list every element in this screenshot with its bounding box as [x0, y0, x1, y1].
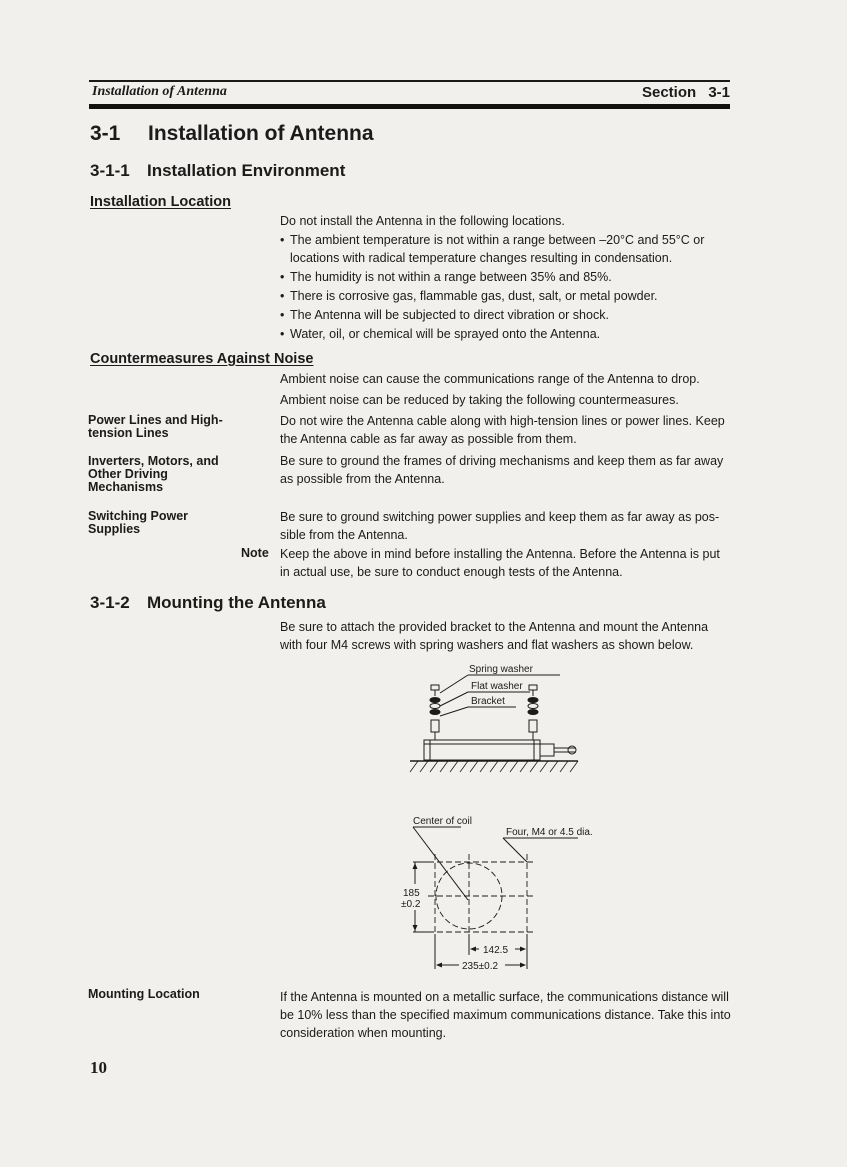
subsection-number: 3-1-1: [90, 161, 130, 180]
section-number: 3-1: [90, 122, 121, 145]
mounting-location-label: Mounting Location: [88, 987, 200, 1001]
right-screw-stack: [528, 685, 538, 740]
mounting-diagram: [400, 658, 600, 778]
leader-line: [440, 675, 468, 693]
installation-location-list: [280, 231, 732, 343]
note-text: Keep the above in mind before installing the Antenna. Before the Antenna is put in actual use, be sure to conduct enough tests of the Antenna.: [280, 547, 720, 579]
subsection-title: Mounting the Antenna: [147, 593, 326, 612]
label-width-235: 235±0.2: [462, 961, 499, 972]
running-header-section: Section 3-1: [641, 84, 730, 101]
label-height: 185: [403, 888, 420, 899]
header-rule-bottom: [89, 104, 730, 109]
noise-intro-line-1: Ambient noise can cause the communications range of the Antenna to drop.: [280, 372, 700, 386]
label-height-tolerance: ±0.2: [401, 899, 421, 910]
subsection-heading-mounting: [90, 593, 326, 613]
leader-line: [503, 838, 527, 862]
antenna-body: [424, 740, 540, 760]
noise-item-label: Inverters, Motors, and Other Driving Mechanisms: [88, 454, 219, 494]
left-screw-stack: [430, 685, 440, 740]
noise-item-text: Be sure to ground switching power supplies and keep them as far away as pos-sible from the Antenna.: [280, 510, 720, 542]
installation-location-body: [280, 212, 732, 343]
noise-item-label: Switching Power Supplies: [88, 509, 189, 536]
list-item: • The ambient temperature is not within a range between –20°C and 55°C or locations with radical temperature changes resulting in condensation.: [280, 231, 732, 267]
section-title: Installation of Antenna: [148, 122, 374, 145]
list-item: • There is corrosive gas, flammable gas, dust, salt, or metal powder.: [280, 287, 732, 305]
noise-heading: Countermeasures Against Noise: [90, 351, 314, 367]
leader-line: [440, 707, 468, 716]
noise-item-label: Power Lines and High-tension Lines: [88, 413, 223, 440]
noise-intro: [280, 370, 732, 409]
mounting-location-text: If the Antenna is mounted on a metallic surface, the communications distance will be 10% less than the specified maximum communications distance. Take this into consideration when mounting.: [280, 990, 731, 1040]
leader-line: [440, 692, 468, 706]
note-label: Note: [241, 546, 269, 560]
label-spring-washer: Spring washer: [469, 664, 533, 675]
list-item: • Water, oil, or chemical will be sprayed onto the Antenna.: [280, 325, 732, 343]
hole-dimension-diagram: [393, 812, 613, 977]
noise-intro-line-2: Ambient noise can be reduced by taking the following countermeasures.: [280, 393, 679, 407]
label-center-of-coil: Center of coil: [413, 816, 472, 827]
subsection-title: Installation Environment: [147, 161, 346, 180]
label-hole-spec: Four, M4 or 4.5 dia.: [506, 827, 593, 838]
list-item: • The humidity is not within a range between 35% and 85%.: [280, 268, 732, 286]
noise-item-text: Do not wire the Antenna cable along with high-tension lines or power lines. Keep the Antenna cable as far away as possible from them.: [280, 414, 725, 446]
label-bracket: Bracket: [471, 696, 505, 707]
surface-hatching: [410, 761, 578, 772]
page-number: 10: [90, 1058, 107, 1077]
hole-rectangle: [428, 854, 535, 940]
running-header-title: Installation of Antenna: [92, 84, 227, 99]
noise-item-text: Be sure to ground the frames of driving mechanisms and keep them as far away as possible from the Antenna.: [280, 454, 724, 486]
installation-location-heading: Installation Location: [90, 194, 231, 210]
header-rule-top: [89, 80, 730, 82]
label-width-142-5: 142.5: [483, 945, 509, 956]
connector: [540, 744, 554, 756]
leader-line: [413, 827, 468, 900]
mounting-intro: Be sure to attach the provided bracket to the Antenna and mount the Antenna with four M4 screws with spring washers and flat washers as shown below.: [280, 620, 709, 652]
list-item: • The Antenna will be subjected to direct vibration or shock.: [280, 306, 732, 324]
section-heading: [90, 122, 374, 146]
subsection-heading-environment: [90, 161, 345, 181]
installation-location-intro: Do not install the Antenna in the following locations.: [280, 214, 565, 228]
label-flat-washer: Flat washer: [471, 681, 523, 692]
subsection-number: 3-1-2: [90, 593, 130, 612]
